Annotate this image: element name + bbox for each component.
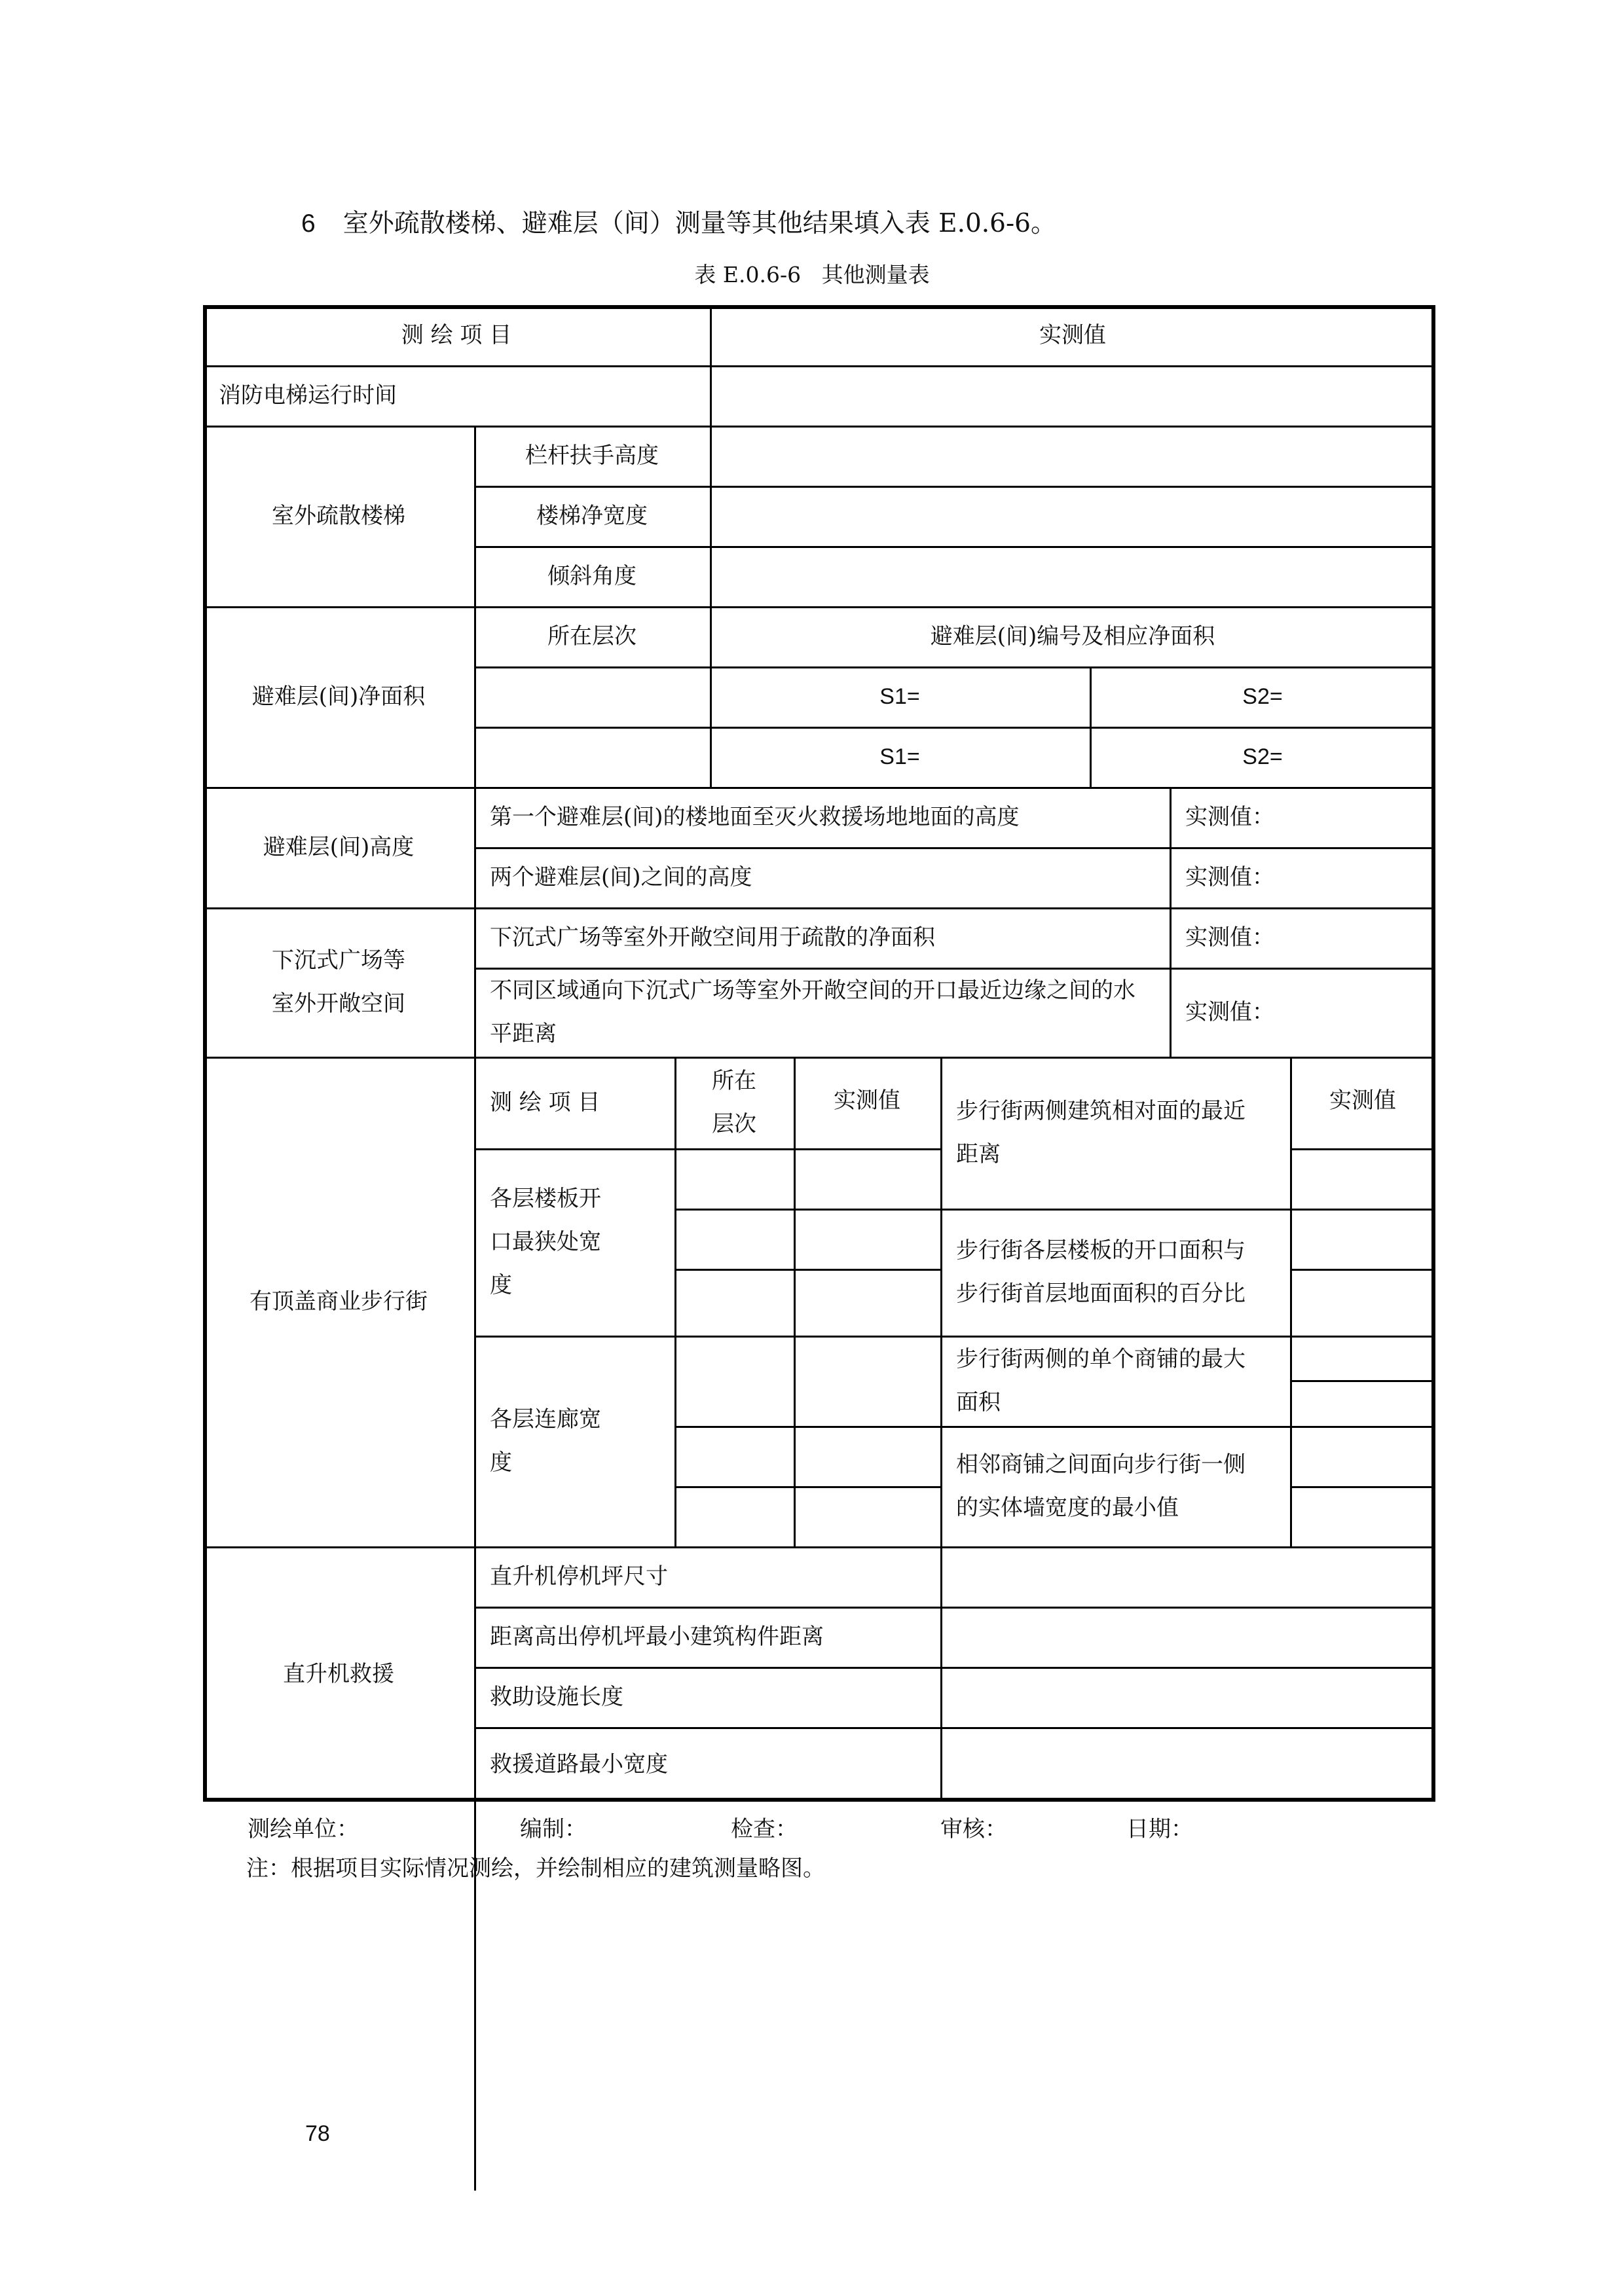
street-opening-label: 各层楼板开口最狭处宽度 <box>490 1186 601 1298</box>
footnote: 注：根据项目实际情况测绘，并绘制相应的建筑测量略图。 <box>246 1855 825 1882</box>
stairs-group-label: 室外疏散楼梯 <box>272 503 405 529</box>
street-r4-label: 相邻商铺之间面向步行街一侧的实体墙宽度的最小值 <box>956 1451 1246 1521</box>
street-corridor-label: 各层连廊宽度 <box>490 1406 601 1476</box>
refuge-area-group-label: 避难层(间)净面积 <box>251 683 426 710</box>
heli-row-label: 距离高出停机坪最小建筑构件距离 <box>490 1624 824 1650</box>
signature-date: 日期： <box>1126 1816 1193 1842</box>
refuge-s1-cell: S1= <box>879 684 920 709</box>
measured-value-label: 实测值： <box>1185 999 1274 1025</box>
measured-value-label: 实测值： <box>1185 864 1274 890</box>
sunken-row: 不同区域通向下沉式广场等室外开敞空间的开口最近边缘之间的水平距离 <box>490 977 1135 1047</box>
page-number: 78 <box>305 2121 330 2146</box>
table-caption: 表 E.0.6-6 其他测量表 <box>694 262 930 287</box>
street-r3-label: 步行街两侧的单个商铺的最大面积 <box>956 1346 1246 1415</box>
sunken-group-line: 室外开敞空间 <box>272 991 405 1017</box>
street-r2-label: 步行街各层楼板的开口面积与步行街首层地面面积的百分比 <box>956 1237 1246 1307</box>
stairs-row-label: 栏杆扶手高度 <box>525 443 659 469</box>
sunken-group-label <box>203 907 474 1057</box>
sunken-group-line: 下沉式广场等 <box>272 947 405 974</box>
street-r1-label: 步行街两侧建筑相对面的最近距离 <box>956 1098 1246 1167</box>
signature-checked: 检查： <box>731 1816 798 1842</box>
measured-value-label: 实测值： <box>1185 804 1274 830</box>
refuge-floor-header: 所在层次 <box>547 623 637 649</box>
signature-reviewed: 审核： <box>940 1816 1007 1842</box>
stairs-row-label: 倾斜角度 <box>547 563 637 589</box>
heli-row-label: 救助设施长度 <box>490 1684 623 1710</box>
refuge-height-row: 第一个避难层(间)的楼地面至灭火救援场地地面的高度 <box>490 804 1020 830</box>
elevator-label: 消防电梯运行时间 <box>219 382 397 409</box>
heli-row-label: 直升机停机坪尺寸 <box>490 1563 668 1590</box>
street-item-header: 测 绘 项 目 <box>490 1089 600 1116</box>
refuge-s2-cell: S2= <box>1242 744 1283 769</box>
header-value: 实测值 <box>1039 322 1106 348</box>
sunken-row: 下沉式广场等室外开敞空间用于疏散的净面积 <box>490 924 935 951</box>
refuge-height-group-label: 避难层(间)高度 <box>263 834 415 860</box>
signature-compiled: 编制： <box>520 1816 587 1842</box>
refuge-height-row: 两个避难层(间)之间的高度 <box>490 864 752 890</box>
heli-group-label: 直升机救援 <box>283 1661 394 1687</box>
signature-unit: 测绘单位： <box>248 1816 359 1842</box>
refuge-spec-header: 避难层(间)编号及相应净面积 <box>930 623 1215 649</box>
heli-row-label: 救援道路最小宽度 <box>490 1751 668 1777</box>
street-value-header-right: 实测值 <box>1329 1087 1396 1114</box>
stairs-row-label: 楼梯净宽度 <box>536 503 648 529</box>
refuge-s2-cell: S2= <box>1242 684 1283 709</box>
street-floor-header: 所在层次 <box>712 1068 756 1137</box>
table-grid <box>203 305 1435 1802</box>
section-text: 室外疏散楼梯、避难层（间）测量等其他结果填入表 E.0.6-6。 <box>342 209 1056 238</box>
street-group-label: 有顶盖商业步行街 <box>249 1288 428 1315</box>
measured-value-label: 实测值： <box>1185 924 1274 951</box>
header-item: 测 绘 项 目 <box>401 322 512 348</box>
section-number: 6 <box>301 210 316 238</box>
section-heading <box>301 203 1056 240</box>
refuge-s1-cell: S1= <box>879 744 920 769</box>
street-value-header: 实测值 <box>834 1087 900 1114</box>
